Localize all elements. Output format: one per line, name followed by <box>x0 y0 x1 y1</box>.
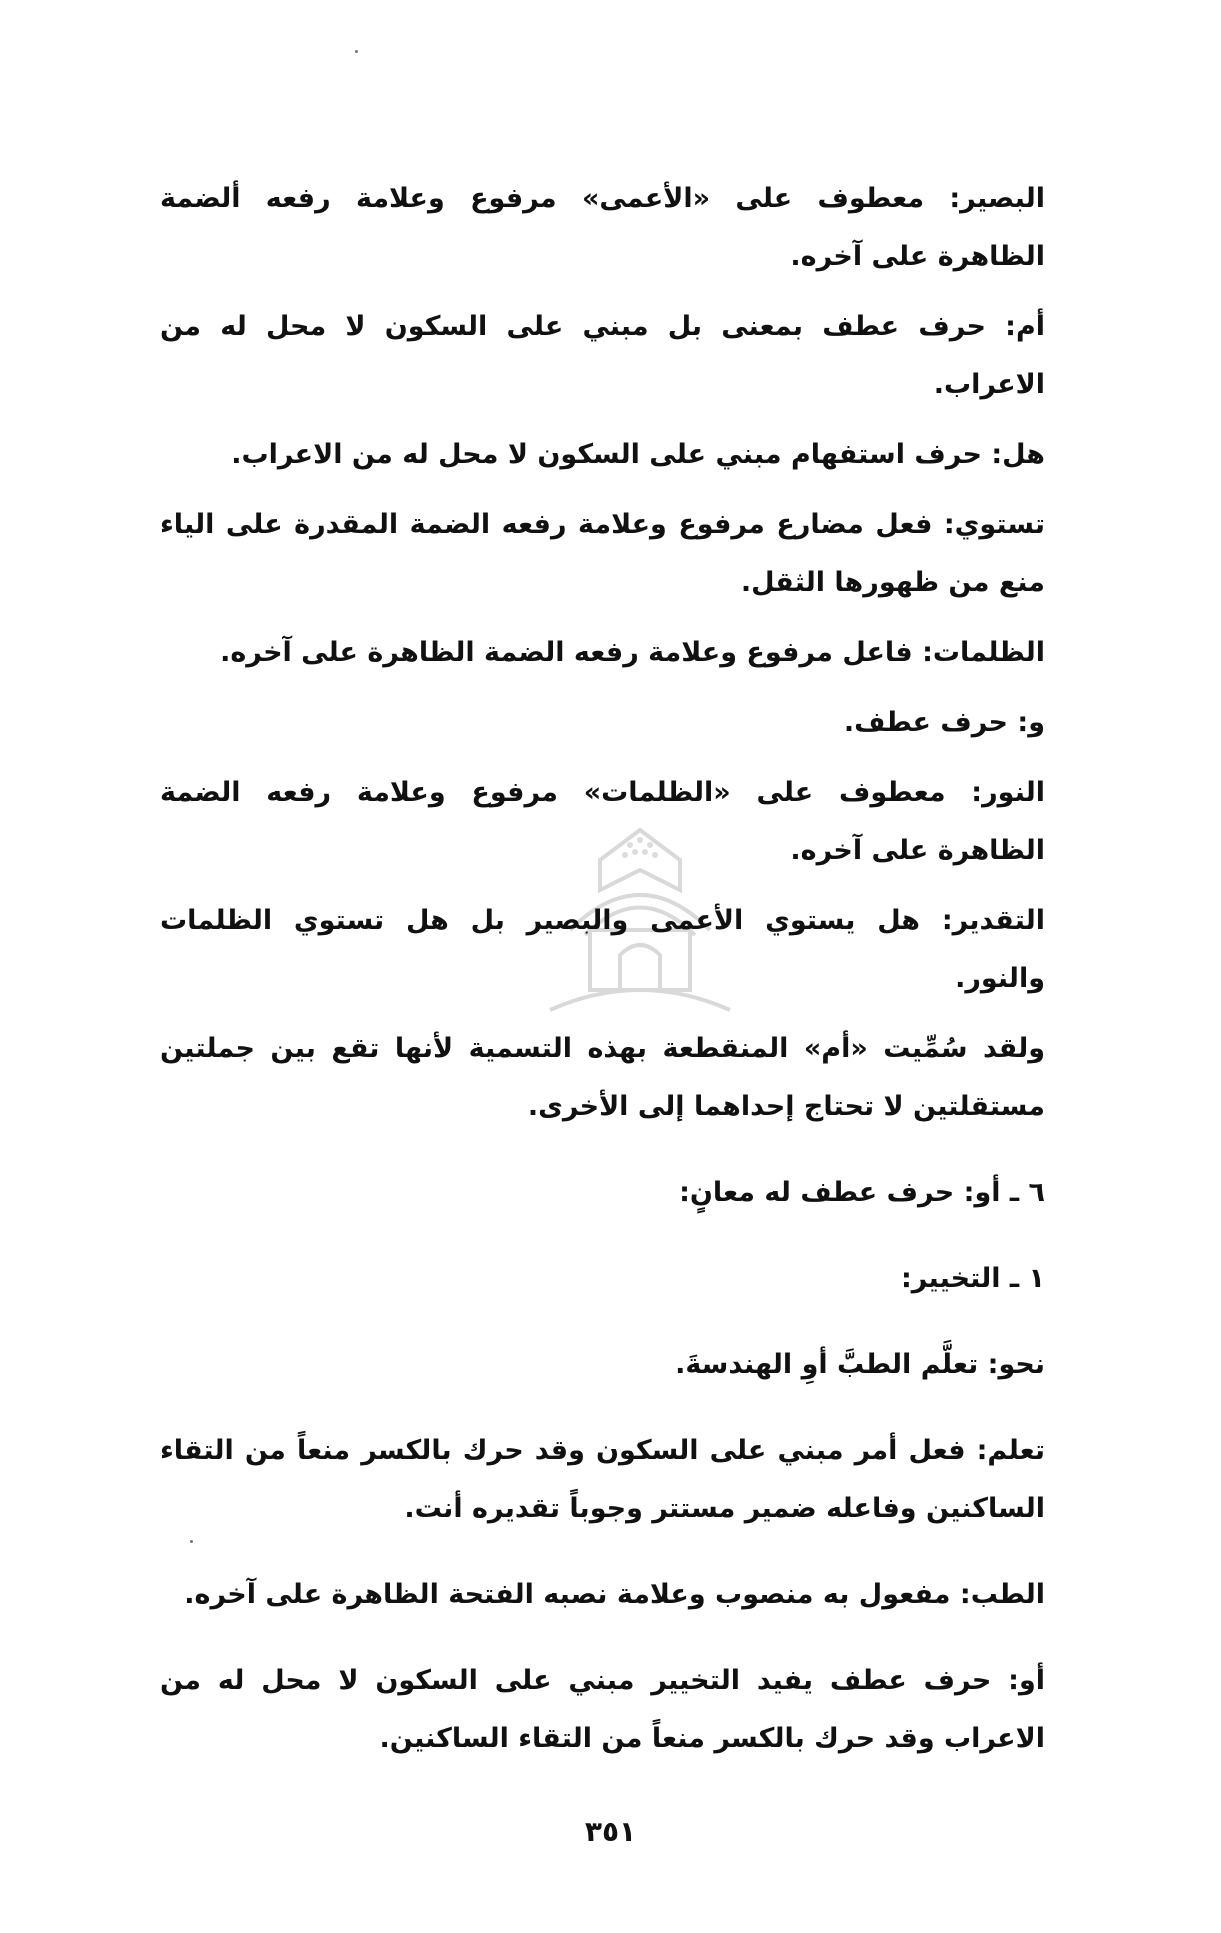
paragraph: ١ ـ التخيير: <box>900 1263 1045 1294</box>
paragraph: أم: حرف عطف بمعنى بل مبني على السكون لا محل له من الاعراب. <box>160 311 1045 400</box>
paragraph: الطب: مفعول به منصوب وعلامة نصبه الفتحة الظاهرة على آخره. <box>184 1579 1045 1610</box>
paragraph: أو: حرف عطف يفيد التخيير مبني على السكون لا محل له من الاعراب وقد حرك بالكسر منعاً من التقاء الساكنين. <box>160 1665 1045 1754</box>
page-number: ٣٥١ <box>584 1815 637 1848</box>
paragraph: الظلمات: فاعل مرفوع وعلامة رفعه الضمة الظاهرة على آخره. <box>220 637 1045 668</box>
main-text <box>160 170 1080 1780</box>
paragraph: تعلم: فعل أمر مبني على السكون وقد حرك بالكسر منعاً من التقاء الساكنين وفاعله ضمير مستتر وجوباً تقديره أنت. <box>160 1435 1045 1524</box>
paragraph: ٦ ـ أو: حرف عطف له معانٍ: <box>679 1177 1045 1208</box>
paragraph: و: حرف عطف. <box>843 707 1045 738</box>
paragraph: نحو: تعلَّم الطبَّ أوِ الهندسةَ. <box>675 1349 1045 1380</box>
paragraph: البصير: معطوف على «الأعمى» مرفوع وعلامة رفعه ألضمة الظاهرة على آخره. <box>160 183 1045 272</box>
paragraph: ولقد سُمِّيت «أم» المنقطعة بهذه التسمية لأنها تقع بين جملتين مستقلتين لا تحتاج إحداهما إلى الأخرى. <box>160 1033 1045 1122</box>
paragraph: التقدير: هل يستوي الأعمى والبصير بل هل تستوي الظلمات والنور. <box>160 905 1045 994</box>
scan-speck <box>355 50 358 53</box>
scan-speck <box>190 1540 193 1543</box>
paragraph: هل: حرف استفهام مبني على السكون لا محل له من الاعراب. <box>231 439 1045 470</box>
paragraph: النور: معطوف على «الظلمات» مرفوع وعلامة رفعه الضمة الظاهرة على آخره. <box>160 777 1045 866</box>
paragraph: تستوي: فعل مضارع مرفوع وعلامة رفعه الضمة المقدرة على الياء منع من ظهورها الثقل. <box>160 509 1045 598</box>
